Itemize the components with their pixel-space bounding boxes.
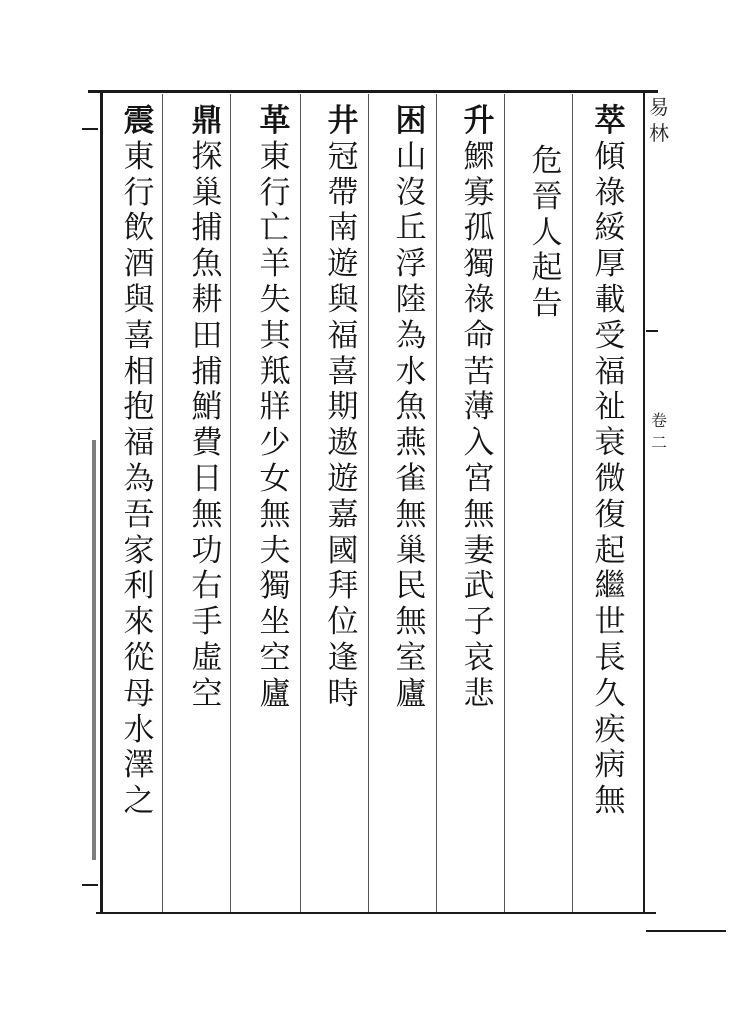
text-char: 耕 [191,281,223,318]
text-char: 亡 [259,210,291,247]
text-char: 逢 [327,639,359,676]
hexagram-name: 萃 [594,103,626,139]
hexagram-name: 革 [259,103,291,139]
text-char: 孤 [463,210,495,247]
text-char: 田 [191,317,223,354]
text-char: 鮹 [191,389,223,426]
text-char: 復 [594,496,626,533]
margin-char: 林 [649,121,669,145]
text-char: 飲 [123,210,155,247]
text-char: 妻 [463,532,495,569]
text-char: 坐 [259,604,291,641]
text-char: 為 [123,460,155,497]
text-char: 行 [123,174,155,211]
text-column-kun [386,104,436,713]
frame-left-border [100,92,103,914]
text-char: 日 [191,460,223,497]
hexagram-name: 困 [395,103,427,139]
text-char: 行 [259,174,291,211]
text-char: 位 [327,604,359,641]
text-char: 沒 [395,174,427,211]
hexagram-name: 震 [123,103,155,139]
frame-tick [82,884,98,886]
text-char: 寡 [463,174,495,211]
text-char: 告 [531,286,563,323]
text-char: 拜 [327,568,359,605]
text-char: 繼 [594,568,626,605]
text-char: 水 [123,711,155,748]
margin-volume-label [648,410,670,454]
column-rule [368,94,369,912]
text-char: 祉 [594,389,626,426]
text-char: 無 [191,496,223,533]
text-char: 福 [123,425,155,462]
text-column-jing [318,104,368,713]
text-char: 魚 [191,246,223,283]
text-char: 傾 [594,138,626,175]
frame-right-border [643,92,645,914]
text-char: 期 [327,389,359,426]
text-char: 起 [594,532,626,569]
frame-top-border [88,90,658,93]
hexagram-name: 升 [463,103,495,139]
text-char: 東 [259,138,291,175]
text-char: 獨 [259,568,291,605]
text-char: 母 [123,675,155,712]
text-char: 費 [191,425,223,462]
text-char: 其 [259,317,291,354]
text-char: 載 [594,281,626,318]
text-char: 福 [594,353,626,390]
text-char: 空 [259,639,291,676]
text-char: 羊 [259,246,291,283]
text-char: 宮 [463,460,495,497]
text-char: 久 [594,675,626,712]
text-char: 起 [531,250,563,287]
text-char: 帶 [327,174,359,211]
text-char: 鰥 [463,138,495,175]
text-char: 虛 [191,639,223,676]
text-char: 無 [395,604,427,641]
text-char: 巢 [395,532,427,569]
text-char: 冠 [327,138,359,175]
text-char: 遊 [327,460,359,497]
text-char: 利 [123,568,155,605]
column-rule [436,94,437,912]
text-char: 無 [463,496,495,533]
text-char: 危 [531,143,563,179]
text-char: 祿 [463,281,495,318]
hexagram-name: 井 [327,103,359,139]
text-char: 山 [395,138,427,175]
text-char: 命 [463,317,495,354]
text-char: 捕 [191,353,223,390]
text-char: 世 [594,604,626,641]
text-column-cui [585,104,635,820]
text-char: 探 [191,138,223,175]
text-char: 室 [395,639,427,676]
fold-edge-mark [646,930,726,932]
text-char: 陸 [395,281,427,318]
text-char: 喜 [327,353,359,390]
text-char: 無 [259,496,291,533]
text-char: 巢 [191,174,223,211]
text-char: 微 [594,460,626,497]
text-char: 廬 [395,675,427,712]
text-char: 子 [463,604,495,641]
text-char: 衰 [594,425,626,462]
text-char: 相 [123,353,155,390]
text-char: 遊 [327,246,359,283]
text-char: 哀 [463,639,495,676]
text-char: 苦 [463,353,495,390]
text-char: 廬 [259,675,291,712]
margin-book-title [648,94,670,146]
text-char: 丘 [395,210,427,247]
text-char: 與 [327,281,359,318]
text-char: 女 [259,460,291,497]
column-rule [572,94,573,912]
text-char: 入 [463,425,495,462]
text-char: 浮 [395,246,427,283]
text-char: 疾 [594,711,626,748]
text-char: 東 [123,138,155,175]
text-char: 薄 [463,389,495,426]
text-char: 水 [395,353,427,390]
fishtail-mark [646,330,658,332]
text-char: 南 [327,210,359,247]
text-char: 羝 [259,353,291,390]
text-char: 右 [191,568,223,605]
text-char: 家 [123,532,155,569]
text-char: 祿 [594,174,626,211]
text-char: 來 [123,604,155,641]
text-column-zhen [114,104,164,820]
text-char: 為 [395,317,427,354]
text-char: 手 [191,604,223,641]
frame-tick [82,128,98,130]
text-char: 晉 [531,178,563,215]
margin-char: 二 [650,433,667,452]
text-char: 抱 [123,389,155,426]
text-column-ge [250,104,300,713]
text-char: 喜 [123,317,155,354]
text-char: 功 [191,532,223,569]
text-char: 夫 [259,532,291,569]
text-char: 福 [327,317,359,354]
text-char: 從 [123,639,155,676]
text-char: 燕 [395,425,427,462]
text-char: 時 [327,675,359,712]
text-char: 病 [594,747,626,784]
text-char: 民 [395,568,427,605]
frame-bottom-border [96,912,656,914]
text-column-sheng [454,104,504,713]
text-char: 無 [594,783,626,820]
margin-char: 卷 [650,411,667,430]
text-char: 吾 [123,496,155,533]
text-char: 牂 [259,389,291,426]
margin-char: 易 [649,95,669,119]
page-edge-shadow [92,440,96,860]
hexagram-name: 鼎 [191,103,223,139]
text-char: 雀 [395,460,427,497]
text-char: 少 [259,425,291,462]
text-char: 之 [123,783,155,820]
column-rule [504,94,505,912]
text-char: 捕 [191,210,223,247]
text-column-ding [182,104,232,713]
text-char: 嘉 [327,496,359,533]
text-char: 國 [327,532,359,569]
text-char: 魚 [395,389,427,426]
text-char: 遨 [327,425,359,462]
text-char: 綏 [594,210,626,247]
text-char: 受 [594,317,626,354]
text-char: 武 [463,568,495,605]
text-column-continuation [522,104,572,323]
text-char: 澤 [123,747,155,784]
text-char: 獨 [463,246,495,283]
text-char: 與 [123,281,155,318]
text-char: 人 [531,214,563,251]
text-char: 空 [191,675,223,712]
text-char: 失 [259,281,291,318]
text-char: 酒 [123,246,155,283]
text-char: 悲 [463,675,495,712]
text-char: 無 [395,496,427,533]
column-rule [300,94,301,912]
text-char: 長 [594,639,626,676]
text-char: 厚 [594,246,626,283]
